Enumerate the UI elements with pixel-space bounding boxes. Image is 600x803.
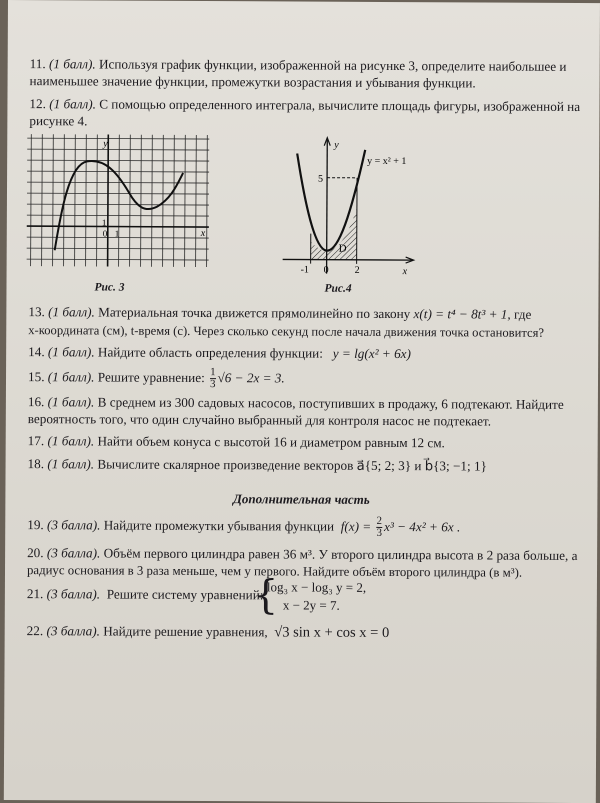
shaded-region bbox=[311, 208, 357, 260]
y-axis-label: y bbox=[102, 138, 108, 149]
question-21 bbox=[27, 586, 264, 603]
x-axis-label: x bbox=[402, 266, 408, 277]
question-number: 14. bbox=[28, 344, 45, 359]
question-16-line2: вероятность того, что один случайно выбранный для контроля насос не подтекает. bbox=[28, 411, 491, 429]
y-unit-label: 1 bbox=[102, 217, 107, 227]
question-11 bbox=[30, 56, 567, 75]
question-text: Найдите решение уравнения, bbox=[103, 624, 268, 640]
question-number: 15. bbox=[28, 369, 45, 384]
y-axis bbox=[327, 140, 328, 274]
tick-5-label: 5 bbox=[318, 174, 323, 185]
question-text: С помощью определенного интеграла, вычислите площадь фигуры, изображенной на bbox=[99, 96, 580, 114]
question-11-line2: наименьшее значение функции, промежутки возрастания и убывания функции. bbox=[30, 73, 476, 91]
question-12-line2: рисунке 4. bbox=[29, 113, 87, 129]
worksheet-page bbox=[4, 0, 600, 803]
question-text: Найдите промежутки убывания функции bbox=[104, 518, 334, 534]
fraction-denominator: 3 bbox=[376, 527, 382, 539]
points-label: (1 балл). bbox=[49, 56, 96, 71]
equation-formula: √6 − 2x = 3. bbox=[218, 370, 285, 385]
question-number: 22. bbox=[27, 623, 44, 638]
question-18 bbox=[28, 456, 487, 474]
points-label: (1 балл). bbox=[48, 369, 95, 384]
function-right: x³ − 4x² + 6x . bbox=[384, 519, 460, 534]
vectors-formula: a⃗{5; 2; 3} и b⃗{3; −1; 1} bbox=[357, 458, 487, 474]
fraction-denominator: 3 bbox=[210, 379, 216, 391]
question-text: Используя график функции, изображенной на рисунке 3, определите наибольшее и bbox=[99, 56, 567, 73]
question-17 bbox=[28, 433, 445, 451]
points-label: (1 балл). bbox=[48, 304, 95, 319]
figure-3-graph bbox=[25, 132, 212, 271]
tick-minus1-label: -1 bbox=[301, 265, 309, 276]
question-number: 13. bbox=[28, 304, 45, 319]
trig-equation: √3 sin x + cos x = 0 bbox=[274, 624, 389, 641]
question-number: 18. bbox=[28, 456, 45, 471]
fraction-numerator: 2 bbox=[377, 516, 383, 527]
question-text: В среднем из 300 садовых насосов, поступивших в продажу, 6 подтекают. Найдите bbox=[98, 394, 564, 411]
question-20-line2: радиус основания в 3 раза меньше, чем у первого. Найдите объём второго цилиндра (в м³). bbox=[27, 562, 522, 581]
question-text: Решите систему уравнений: bbox=[107, 587, 264, 603]
figure-4-graph bbox=[279, 133, 420, 280]
figure-3-caption: Рис. 3 bbox=[94, 281, 124, 293]
points-label: (1 балл). bbox=[49, 96, 96, 111]
origin-label: 0 bbox=[324, 265, 329, 276]
points-label: (3 балла). bbox=[47, 586, 101, 601]
grid-lines bbox=[27, 134, 210, 267]
question-number: 12. bbox=[29, 96, 46, 111]
points-label: (3 балла). bbox=[47, 517, 101, 532]
question-14 bbox=[28, 344, 411, 362]
points-label: (1 балл). bbox=[47, 456, 94, 471]
system-eq1: log₃ x − log₃ y = 2, bbox=[267, 578, 366, 596]
figure-4-caption: Рис.4 bbox=[324, 283, 351, 295]
points-label: (1 балл). bbox=[48, 344, 95, 359]
question-text: Вычислите скалярное произведение векторов bbox=[97, 456, 353, 472]
points-label: (3 балла). bbox=[47, 545, 101, 560]
x-unit-label: 1 bbox=[115, 229, 120, 239]
question-text: Материальная точка движется прямолинейно по закону bbox=[98, 304, 410, 321]
question-20 bbox=[27, 545, 577, 564]
y-axis-label: y bbox=[333, 140, 339, 151]
question-number: 20. bbox=[27, 545, 44, 560]
fraction-two-thirds bbox=[376, 516, 382, 539]
motion-formula: x(t) = t⁴ − 8t³ + 1, bbox=[414, 306, 511, 322]
function-label: y = x² + 1 bbox=[367, 156, 406, 167]
question-text: Решите уравнение: bbox=[98, 369, 205, 385]
fraction-one-third bbox=[210, 368, 216, 391]
fraction-numerator: 1 bbox=[210, 368, 216, 379]
x-axis bbox=[27, 226, 209, 227]
x-axis bbox=[283, 259, 413, 260]
question-number: 19. bbox=[27, 517, 44, 532]
question-number: 17. bbox=[28, 433, 45, 448]
region-label: D bbox=[339, 243, 347, 255]
section-title: Дополнительная часть bbox=[5, 490, 597, 509]
question-number: 16. bbox=[28, 394, 45, 409]
question-text-end: где bbox=[514, 307, 531, 322]
function-left: f(x) = bbox=[341, 519, 372, 534]
question-19 bbox=[27, 510, 460, 542]
question-text: Найти объем конуса с высотой 16 и диаметром равным 12 см. bbox=[97, 433, 444, 450]
question-12 bbox=[29, 96, 580, 115]
question-number: 21. bbox=[27, 586, 44, 601]
y-axis bbox=[108, 135, 109, 267]
question-text: Найдите область определения функции: bbox=[98, 344, 323, 360]
system-brace: { bbox=[253, 575, 279, 615]
points-label: (1 балл). bbox=[48, 394, 95, 409]
question-13-line2: x-координата (см), t-время (с). Через сколько секунд после начала движения точка остановится? bbox=[28, 322, 544, 341]
x-axis-label: x bbox=[200, 228, 206, 239]
question-text: Объём первого цилиндра равен 36 м³. У второго цилиндра высота в 2 раза больше, а bbox=[104, 546, 578, 563]
question-number: 11. bbox=[30, 56, 46, 71]
question-22 bbox=[27, 623, 390, 641]
origin-label: 0 bbox=[103, 228, 108, 238]
question-16 bbox=[28, 394, 564, 413]
system-eq2: x − 2y = 7. bbox=[283, 596, 340, 613]
points-label: (3 балла). bbox=[46, 623, 100, 638]
question-15 bbox=[28, 362, 285, 393]
points-label: (1 балл). bbox=[47, 433, 94, 448]
tick-2-label: 2 bbox=[355, 265, 360, 276]
question-13 bbox=[28, 304, 531, 323]
domain-formula: y = lg(x² + 6x) bbox=[333, 346, 411, 361]
